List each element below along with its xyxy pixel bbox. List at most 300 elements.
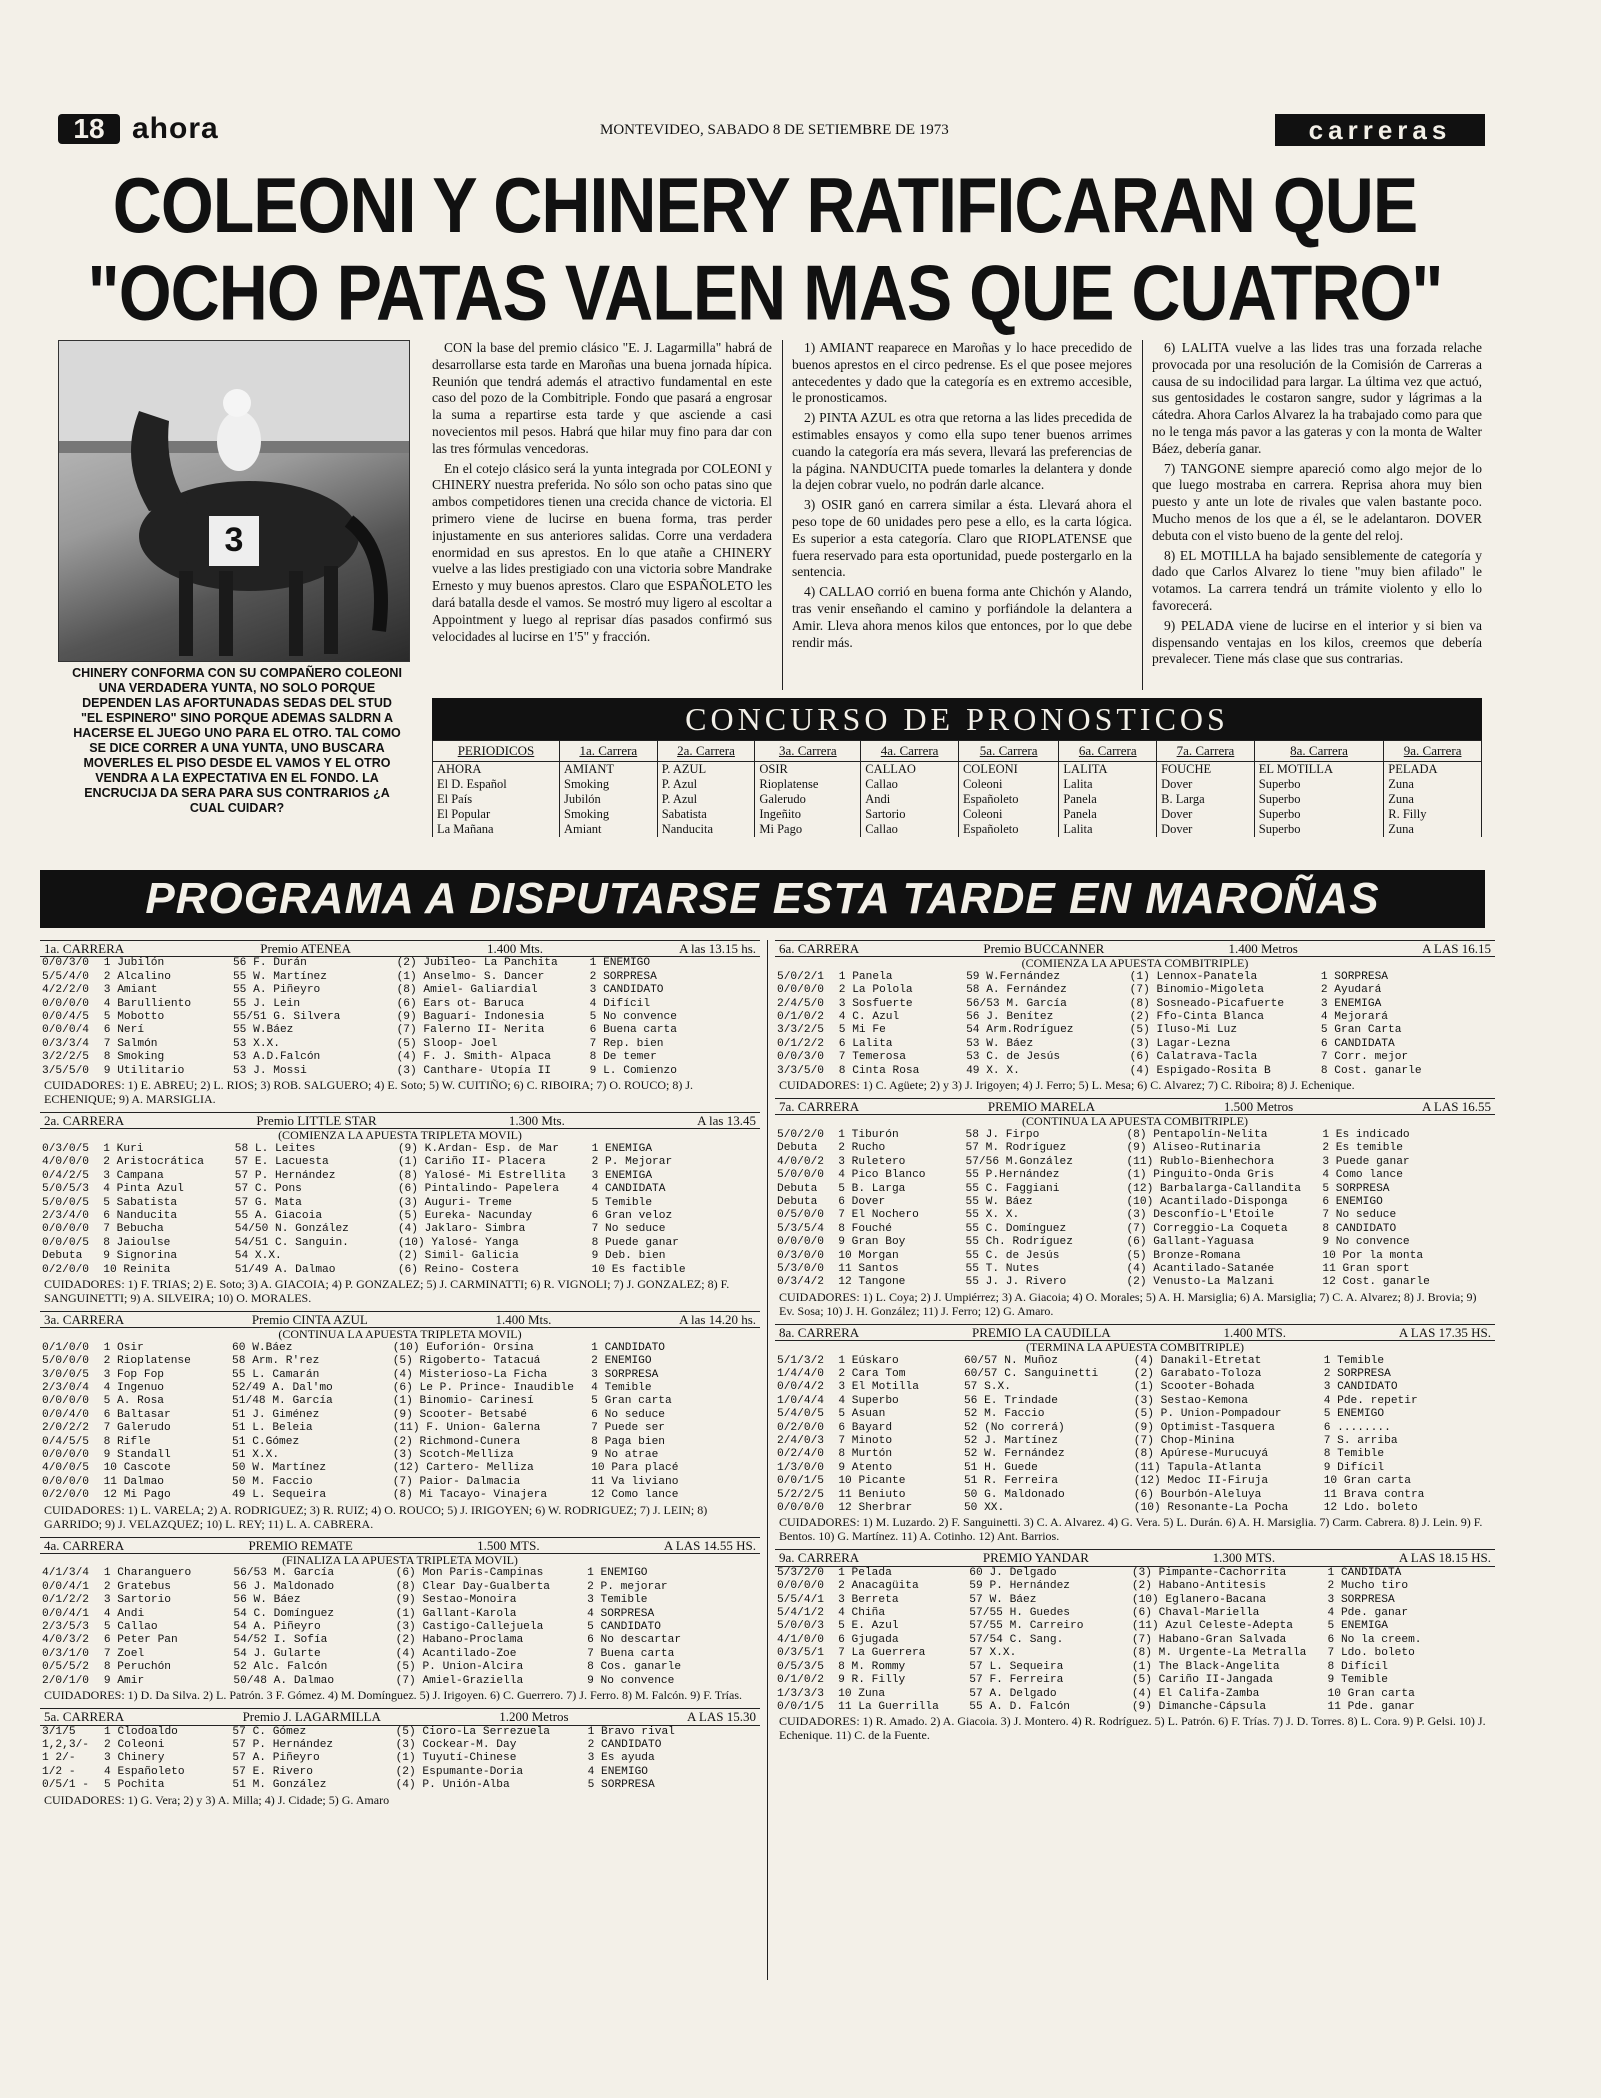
concurso-cell: Callao [861, 777, 959, 792]
race-premio: Premio ATENEA [260, 941, 351, 956]
concurso-header-cell: 5a. Carrera [958, 741, 1058, 762]
race-entry-row [40, 1752, 760, 1765]
race-entry-cell: 3 Sartorio [103, 1594, 172, 1607]
race-entry-cell: 6 Baltasar [103, 1408, 171, 1421]
race-hora: A LAS 14.55 HS. [663, 1537, 756, 1553]
race-entry-cell: 51 C.Gómez [232, 1435, 300, 1448]
race-premio: PREMIO MARELA [987, 1099, 1096, 1115]
race-subtitle: (CONTINUA LA APUESTA COMBITRIPLE) [1021, 1114, 1249, 1129]
race-entry-cell: 5/0/2/1 [777, 970, 824, 983]
race-entry-cell: (11) Rublo-Bienhechora [1126, 1155, 1275, 1168]
race-entry-row [40, 957, 760, 970]
concurso-header-cell: 8a. Carrera [1254, 741, 1383, 762]
headline [70, 162, 1460, 337]
race-entry-row [40, 1739, 760, 1752]
race-entry-row [775, 1263, 1495, 1276]
race-entry-cell: (7) Falerno II- Nerita [396, 1024, 545, 1037]
race-entry-cell: (2) Richmond-Cunera [392, 1435, 521, 1448]
race-entry-cell: (4) F. J. Smith- Alpaca [396, 1051, 551, 1064]
concurso-header-cell: 3a. Carrera [755, 741, 861, 762]
race-entry-cell: 2 Anacagüita [838, 1580, 919, 1593]
race-entry-row [40, 998, 760, 1011]
race-entry-row [775, 1209, 1495, 1222]
race-entry-cell: 55 C. de Jesús [965, 1249, 1060, 1262]
race-entry-cell: 0/0/4/0 [42, 1408, 89, 1421]
race-entry-cell: 57 E. Rivero [232, 1765, 313, 1778]
race-entry-cell: 8 Temible [1323, 1448, 1385, 1461]
race-entry-cell: 7 Zoel [103, 1647, 145, 1660]
race-entry-cell: 3 Fop Fop [103, 1368, 165, 1381]
race-entry-row [775, 1435, 1495, 1448]
race-entry-cell: 5 Gran carta [591, 1395, 672, 1408]
race-entry-row [40, 1038, 760, 1051]
concurso-cell: Dover [1157, 777, 1255, 792]
race-entry-cell: 3 Temible [587, 1594, 648, 1607]
race-entry-cell: 2 CANDIDATO [587, 1738, 662, 1751]
race-entry-cell: 4/2/2/0 [42, 984, 89, 997]
race-entry-cell: 4 ENEMIGO [587, 1765, 649, 1778]
race-entry-cell: 3 Berreta [838, 1593, 899, 1606]
concurso-cell: P. Azul [657, 792, 755, 807]
race-entry-cell: 4 Pinta Azul [103, 1183, 184, 1196]
race-entry-cell: (1) Pinguito-Onda Gris [1126, 1169, 1275, 1182]
race-entry-row [775, 1475, 1495, 1488]
race-dist: 1.400 Metros [1228, 941, 1298, 956]
race-entry-cell: 52 J. Martínez [963, 1435, 1058, 1447]
race-entry-cell: 54/52 I. Sofía [233, 1634, 328, 1647]
race-entry-cell: 60 W.Báez [232, 1341, 293, 1354]
race-entry-cell: 5/0/2/0 [777, 1128, 824, 1141]
race-entry-row [40, 1051, 760, 1064]
race-entry-cell: 11 Gran sport [1322, 1262, 1410, 1275]
race-entry-cell: 0/0/0/0 [777, 984, 824, 997]
race-entry-cell: 57 A. Delgado [969, 1687, 1057, 1700]
concurso-cell: Coleoni [958, 777, 1058, 792]
race-entry-cell: (11) F. Union- Galerna [392, 1422, 541, 1435]
race-entry-cell: Debuta [777, 1195, 818, 1208]
article-column-1 [432, 340, 772, 648]
race-entry-cell: 9 No atrae [591, 1449, 659, 1461]
race-entry-cell: 8 Cos. ganarle [587, 1661, 682, 1674]
race-entry-cell: 10 Para placé [591, 1462, 679, 1475]
race-hora: A las 14.20 hs. [679, 1311, 756, 1327]
race-entry-cell: 5/3/5/4 [777, 1222, 824, 1235]
race-entry-cell: 51/48 M. García [232, 1395, 333, 1408]
race-entry-row [40, 1581, 760, 1594]
race-entry-cell: 2 Rucho [838, 1142, 886, 1155]
race-entry-cell: (3) Lagar-Lezna [1129, 1037, 1231, 1050]
race-entry-cell: 11 Dalmao [103, 1475, 165, 1488]
race-entry-cell: (7) Chop-Minina [1133, 1435, 1235, 1447]
race-entry-cell: 8 De temer [589, 1051, 657, 1064]
race-entry-cell: 7 Minoto [838, 1435, 893, 1447]
race-header [40, 940, 760, 957]
race-entry-cell: 10 Reinita [103, 1263, 171, 1276]
race-entry-cell: 4 Andi [103, 1607, 145, 1620]
race-block [775, 1098, 1495, 1318]
race-entry-cell: 50 W. Martínez [232, 1462, 327, 1475]
race-entry-cell: (9) K.Ardan- Esp. de Mar [397, 1142, 559, 1155]
race-entry-cell: 1 Temible [1323, 1354, 1385, 1367]
race-entry-cell: (1) Binomio- Carinesí [392, 1395, 534, 1408]
race-entry-cell: 55 W.Báez [232, 1024, 294, 1037]
race-entry-cell: 2 P. mejorar [587, 1580, 668, 1593]
race-entry-row [40, 1143, 760, 1156]
race-entry-cell: 0/2/4/0 [777, 1448, 824, 1461]
race-entry-cell: 8 Paga bien [591, 1435, 666, 1448]
race-entry-cell: 3 Es ayuda [587, 1752, 655, 1765]
race-entry-cell: 54/50 N. González [234, 1223, 349, 1236]
concurso-header-cell: 7a. Carrera [1157, 741, 1255, 762]
race-entry-row [40, 1395, 760, 1408]
race-entry-cell: 8 Jaioulse [103, 1236, 171, 1249]
race-entry-cell: (10) Yalosé- Yanga [397, 1236, 519, 1249]
race-entry-cell: 12 Tangone [838, 1276, 906, 1289]
race-entry-cell: 4/1/3/4 [42, 1567, 89, 1580]
race-premio: Premio J. LAGARMILLA [242, 1709, 381, 1725]
race-entry-cell: 57 P. Hernández [234, 1169, 336, 1182]
race-entry-row [775, 1223, 1495, 1236]
race-entry-row [775, 1448, 1495, 1461]
race-entry-cell: 9 R. Filly [838, 1674, 906, 1687]
race-entry-cell: 7 Temerosa [838, 1051, 906, 1064]
race-entry-cell: (8) Mi Tacayo- Vinajera [392, 1489, 548, 1502]
concurso-cell: P. Azul [657, 777, 755, 792]
race-entry-cell: 6 ........ [1323, 1421, 1391, 1434]
race-entry-cell: 57 P. Hernández [232, 1738, 334, 1751]
race-entry-row [40, 1183, 760, 1196]
article-paragraph: 8) EL MOTILLA ha bajado sensiblemente de categoría y dado que Carlos Alvarez lo tiene "muy bien afilado" le votamos. La carrera tendrá un trámite violento y ello lo favorecerá. [1152, 547, 1482, 613]
race-entry-cell: 0/0/0/0 [42, 997, 89, 1010]
race-entry-cell: 0/3/0/5 [42, 1142, 89, 1155]
race-entry-cell: 50 XX. [963, 1502, 1005, 1515]
race-entry-cell: 55 A. Giacoia [234, 1209, 323, 1222]
race-entry-row [40, 1422, 760, 1435]
race-entry-row [40, 1489, 760, 1502]
race-entry-cell: 2/3/4/0 [42, 1209, 89, 1222]
race-entry-cell: 0/3/3/4 [42, 1037, 89, 1050]
race-entry-cell: 10 Picante [838, 1475, 906, 1488]
race-entry-row [775, 1674, 1495, 1687]
race-entry-cell: 6 Gjugada [838, 1633, 899, 1646]
race-entry-row [775, 1395, 1495, 1408]
race-block [40, 940, 760, 1106]
race-entry-cell: 55 A. Piñeyro [232, 984, 321, 997]
race-entry-cell: 2 P. Mejorar [591, 1156, 673, 1169]
race-entry-cell: 4 Pde. repetir [1323, 1394, 1418, 1407]
race-entry-cell: (2) Habano-Proclama [395, 1634, 524, 1647]
race-entry-cell: (4) Jaklaro- Simbra [397, 1223, 526, 1236]
race-entry-cell: (1) Gallant-Karola [395, 1607, 517, 1620]
concurso-table [432, 740, 1482, 837]
race-entry-cell: 5/0/0/0 [777, 1169, 824, 1182]
race-entry-cell: 2 Es temible [1322, 1142, 1403, 1155]
race-entry-cell: 5 ENEMIGA [1327, 1620, 1388, 1633]
article-paragraph: 7) TANGONE siempre apareció como algo mejor de lo que luego mostraba en carrera. Reprisa ahora muy bien puesto y ante un lote de rivales que valen bastante poco. Mucho menos de los que a él, se le adelantaron. DOVER debuta con el visto bueno de la gente del reloj. [1152, 460, 1482, 543]
race-cuidadores: CUIDADORES: 1) L. VARELA; 2) A. RODRIGUEZ; 3) R. RUIZ; 4) O. ROUCO; 5) J. IRIGOYEN; 6) W. RODRIGUEZ; 7) J. LEIN; 8) GARRIDO; 9) J. VELAZQUEZ; 10) L. REY; 11) L. A. CABRERA. [44, 1502, 708, 1531]
concurso-row [433, 822, 1482, 837]
race-entry-cell: 5/5/4/1 [777, 1593, 824, 1606]
race-entry-cell: 0/1/2/2 [42, 1594, 89, 1607]
race-entry-cell: 9 Deb. bien [591, 1250, 666, 1263]
race-entry-row [40, 1369, 760, 1382]
race-entry-cell: 55 P.Hernández [965, 1169, 1060, 1182]
race-entry-cell: 4 Difícil [589, 997, 651, 1010]
race-entry-cell: 60 J. Delgado [969, 1566, 1057, 1579]
race-entry-cell: 0/0/4/5 [42, 1011, 89, 1024]
race-hora: A LAS 18.15 HS. [1398, 1550, 1491, 1566]
race-block [775, 940, 1495, 1092]
concurso-row [433, 777, 1482, 792]
race-entry-cell: 5 Mobotto [103, 1011, 165, 1024]
concurso-cell: El Popular [433, 807, 560, 822]
race-entry-row [40, 1608, 760, 1621]
race-entry-cell: 0/0/1/5 [777, 1700, 824, 1713]
race-entry-cell: 0/4/5/5 [42, 1435, 89, 1448]
race-entry-cell: 0/0/4/2 [777, 1381, 824, 1394]
race-entry-cell: (1) Anselmo- S. Dancer [396, 970, 545, 983]
races-right-column [775, 940, 1495, 1748]
headline-line-1: COLEONI Y CHINERY RATIFICARAN QUE [112, 162, 1418, 250]
concurso-cell: Rioplatense [755, 777, 861, 792]
race-entry-cell: (6) Calatrava-Tacla [1129, 1051, 1258, 1064]
race-dist: 1.300 Mts. [508, 1113, 565, 1129]
race-entry-cell: 5/0/0/5 [42, 1196, 89, 1209]
race-entry-row [775, 998, 1495, 1011]
race-entries [40, 1143, 760, 1277]
race-entry-cell: 52 M. Faccio [963, 1408, 1045, 1421]
concurso-row [433, 792, 1482, 807]
race-entry-cell: 56 F. Durán [232, 957, 307, 970]
race-entry-row [775, 1038, 1495, 1051]
race-entry-cell: 57 F. Ferreira [969, 1674, 1064, 1687]
race-entry-cell: 56 W. Báez [233, 1594, 301, 1607]
race-dist: 1.500 Metros [1223, 1099, 1294, 1115]
race-entry-cell: (12) Cartero- Melliza [392, 1462, 534, 1475]
race-entry-cell: 4 Chiña [838, 1607, 886, 1620]
race-num: 5a. CARRERA [44, 1709, 125, 1725]
race-entry-row [40, 1476, 760, 1489]
concurso-cell: Panela [1059, 792, 1157, 807]
race-entry-row [775, 1381, 1495, 1394]
race-entry-cell: (3) Canthare- Utopía II [396, 1064, 551, 1077]
race-entry-cell: 56 J. Benítez [966, 1011, 1054, 1024]
race-entry-row [40, 1237, 760, 1250]
race-num: 7a. CARRERA [779, 1099, 860, 1115]
race-entry-row [775, 1647, 1495, 1660]
race-entry-cell: 51/49 A. Dalmao [234, 1263, 336, 1276]
race-entry-cell: 6 Bayard [838, 1421, 893, 1434]
race-entry-cell: 6 Nanducita [103, 1209, 178, 1222]
race-entry-cell: 12 Mi Pago [103, 1489, 171, 1502]
race-entry-cell: 5/0/5/3 [42, 1183, 89, 1196]
race-entry-cell: 2/3/0/4 [42, 1381, 89, 1394]
race-entry-cell: (2) Ffo-Cinta Blanca [1129, 1011, 1264, 1024]
race-entry-cell: 3/2/2/5 [42, 1051, 89, 1064]
race-entry-cell: 51 L. Beleia [232, 1422, 313, 1435]
race-entry-cell: 53 C. de Jesús [966, 1051, 1061, 1064]
race-entry-cell: (3) Auguri- Treme [397, 1196, 512, 1209]
race-entry-cell: 0/3/0/0 [777, 1249, 824, 1262]
race-entry-cell: (10) Euforión- Orsina [392, 1341, 534, 1354]
race-entry-cell: 51 R. Ferreira [963, 1475, 1058, 1488]
race-entry-cell: 0/0/4/1 [42, 1607, 89, 1620]
concurso-cell: FOUCHE [1157, 762, 1255, 778]
race-entry-cell: 51 H. Guede [963, 1461, 1038, 1474]
race-cuidadores: CUIDADORES: 1) M. Luzardo. 2) F. Sanguinetti. 3) C. A. Alvarez. 4) G. Vera. 5) L. Durán. 6) A. H. Marsiglia. 7) Carm. Cabrera. 8) J. Lein. 9) F. Bentos. 10) G. Martínez. 11) A. Cotinho. 12) Ant. Barrios. [779, 1515, 1483, 1544]
article-paragraph: 1) AMIANT reaparece en Maroñas y lo hace precedido de buenos aprestos en el circo pedrense. Es el que posee mejores antecedentes y dado que la categoría es en extremo accesible, le pronosticamos. [792, 340, 1132, 406]
race-entry-cell: (10) Acantilado-Disponga [1126, 1195, 1288, 1208]
race-entry-cell: (8) Apúrese-Murucuyá [1133, 1448, 1269, 1461]
race-entry-row [40, 1726, 760, 1739]
race-entry-cell: 59 P. Hernández [969, 1580, 1071, 1593]
race-entry-row [775, 1169, 1495, 1182]
race-entry-row [775, 1408, 1495, 1421]
race-entry-cell: 57 X.X. [969, 1647, 1017, 1660]
concurso-header-cell: 6a. Carrera [1059, 741, 1157, 762]
race-entry-cell: (10) Eglanero-Bacana [1131, 1593, 1267, 1606]
race-cuidadores: CUIDADORES: 1) G. Vera; 2) y 3) A. Milla; 4) J. Cidade; 5) G. Amaro [44, 1792, 390, 1807]
page-number: 18 [58, 114, 120, 144]
race-entry-cell: 2 La Polola [838, 984, 913, 997]
race-entry-cell: 7 Galerudo [103, 1422, 171, 1435]
race-entry-cell: (2) Jubileo- La Panchita [396, 957, 558, 970]
race-entry-cell: 7 Puede ser [591, 1422, 666, 1435]
concurso-header-cell: 2a. Carrera [657, 741, 755, 762]
race-header [40, 1708, 760, 1725]
race-entry-cell: 11 Pde. ganar [1327, 1700, 1415, 1713]
section-label: carreras [1275, 114, 1485, 146]
race-entry-cell: 1 Pelada [838, 1566, 892, 1579]
race-hora: A LAS 17.35 HS. [1398, 1324, 1491, 1340]
race-entries [775, 1567, 1495, 1714]
race-entry-cell: 9 Atento [838, 1461, 893, 1474]
race-entry-cell: Debuta [42, 1250, 83, 1263]
race-entry-cell: 54 A. Piñeyro [233, 1621, 321, 1634]
race-entry-cell: (3) Scotch-Melliza [392, 1449, 514, 1461]
race-entry-cell: (2) Habano-Antitesis [1131, 1580, 1267, 1593]
race-entry-cell: 58 A. Fernández [966, 984, 1067, 997]
race-premio: Premio CINTA AZUL [251, 1311, 368, 1327]
concurso-cell: R. Filly [1384, 807, 1482, 822]
race-entry-cell: 5 E. Azul [838, 1620, 899, 1633]
race-entry-cell: 7 Rep. bien [589, 1037, 664, 1050]
race-entry-cell: 6 ENEMIGO [1322, 1195, 1383, 1208]
race-entry-cell: 9 Amir [103, 1674, 145, 1687]
race-entry-cell: (6) Le P. Prince- Inaudible [392, 1381, 574, 1394]
race-entry-cell: 4 Pde. ganar [1327, 1607, 1409, 1620]
race-entry-cell: 55 J. Lein [232, 997, 301, 1010]
race-entry-cell: 6 No descartar [587, 1634, 682, 1647]
race-entry-cell: (12) Medoc II-Firuja [1133, 1475, 1269, 1488]
race-entry-cell: (4) Danakil-Etretat [1133, 1354, 1262, 1367]
race-entry-row [775, 1701, 1495, 1714]
race-entry-cell: 2/0/2/2 [42, 1422, 89, 1435]
page-header [40, 110, 1485, 150]
concurso-cell: Dover [1157, 807, 1255, 822]
race-entry-cell: 10 Es factible [591, 1263, 686, 1276]
race-entry-row [775, 1688, 1495, 1701]
race-entry-cell: (6) Ears ot- Baruca [396, 997, 525, 1010]
race-entry-cell: 52 Alc. Falcón [233, 1661, 328, 1674]
race-entry-cell: 4 SORPRESA [587, 1607, 655, 1620]
race-entry-cell: 56/53 M. García [966, 997, 1067, 1010]
article-paragraph: 4) CALLAO corrió en buena forma ante Chichón y Alando, tras venir enseñando el camino y porfiándole la delantera a Amir. Lleva ahora menos kilos que entonces, por lo que debe rendir más. [792, 584, 1132, 650]
race-entry-cell: 7 No seduce [591, 1223, 666, 1236]
race-entry-cell: 58 Arm. R'rez [232, 1355, 320, 1368]
race-entry-cell: 5/0/0/0 [42, 1355, 89, 1368]
race-entry-cell: 5/3/2/0 [777, 1566, 824, 1579]
race-entry-cell: (7) Paior- Dalmacia [392, 1475, 521, 1488]
race-dist: 1.400 Mts. [495, 1311, 552, 1327]
race-hora: A las 13.15 hs. [679, 941, 756, 956]
race-entry-cell: (8) Sosneado-Picafuerte [1129, 997, 1285, 1010]
race-entry-cell: 0/0/0/0 [42, 1223, 89, 1236]
race-entry-cell: 11 Beniuto [838, 1488, 906, 1501]
race-entry-cell: 55 Ch. Rodríguez [965, 1236, 1073, 1249]
race-entry-cell: 5 Mi Fe [838, 1024, 886, 1037]
race-entry-cell: 9 Signorina [103, 1250, 178, 1263]
race-entry-cell: 10 Morgan [838, 1249, 899, 1262]
concurso-row [433, 762, 1482, 778]
race-entry-cell: 7 S. arriba [1323, 1435, 1398, 1447]
concurso-cell: Zuna [1384, 777, 1482, 792]
race-cuidadores: CUIDADORES: 1) D. Da Silva. 2) L. Patrón. 3 F. Gómez. 4) M. Domínguez. 5) J. Irigoyen. 6) C. Guerrero. 7) J. Ferro. 8) M. Falcón. 9) F. Trías. [44, 1688, 743, 1703]
race-entry-row [40, 1621, 760, 1634]
race-entry-cell: (2) Espumante-Doria [395, 1765, 524, 1778]
column-divider [1142, 340, 1143, 690]
race-entry-cell: 3 CANDIDATO [1323, 1381, 1398, 1394]
race-entry-cell: 12 Sherbrar [838, 1502, 913, 1515]
race-entry-cell: (4) Acantilado-Satanée [1126, 1262, 1275, 1275]
race-entry-cell: 3 Amiant [103, 984, 158, 997]
race-entry-cell: 2/3/5/3 [42, 1621, 89, 1634]
race-entry-cell: 53 X.X. [232, 1037, 280, 1050]
race-subtitle: (TERMINA LA APUESTA COMBITRIPLE) [1025, 1340, 1245, 1355]
race-entry-cell: (6) Bourbón-Aleluya [1133, 1488, 1262, 1501]
race-entry-cell: 55 C. Faggiani [965, 1182, 1060, 1195]
race-cuidadores: CUIDADORES: 1) C. Agüete; 2) y 3) J. Irigoyen; 4) J. Ferro; 5) L. Mesa; 6) C. Alvarez; 7) C. Riboira; 8) J. Echenique. [779, 1078, 1355, 1093]
race-entry-row [40, 1342, 760, 1355]
race-dist: 1.500 MTS. [477, 1537, 540, 1553]
race-entry-cell: 55 A. D. Falcón [969, 1700, 1071, 1713]
race-entry-cell: (1) Tuyutí-Chinese [395, 1752, 517, 1765]
race-subtitle: (CONTINUA LA APUESTA TRIPLETA MOVIL) [278, 1327, 522, 1342]
race-entry-row [775, 1236, 1495, 1249]
races-divider [767, 940, 768, 1980]
race-entry-cell: 0/0/0/0 [42, 1475, 89, 1488]
race-premio: PREMIO LA CAUDILLA [972, 1324, 1111, 1340]
race-entry-cell: 53 W. Báez [966, 1037, 1034, 1050]
race-entry-cell: 5/4/1/2 [777, 1607, 824, 1620]
race-entry-row [775, 1011, 1495, 1024]
race-entry-cell: 5 ENEMIGO [1323, 1408, 1385, 1421]
race-entry-cell: 0/0/0/0 [777, 1580, 824, 1593]
race-entry-row [40, 1462, 760, 1475]
race-entry-row [40, 1197, 760, 1210]
race-entry-cell: 57 L. Sequeira [969, 1660, 1064, 1673]
race-entry-cell: 57/56 M.González [965, 1155, 1073, 1168]
race-entry-cell: (8) Pentapolín-Nelita [1126, 1128, 1268, 1141]
race-entry-cell: 7 Buena carta [587, 1647, 675, 1660]
race-entry-cell: 2 Coleoni [104, 1738, 165, 1751]
concurso-cell: El D. Español [433, 777, 560, 792]
race-entry-cell: 3 Campana [103, 1169, 164, 1182]
race-entry-cell: 60/57 N. Muñoz [963, 1354, 1058, 1367]
race-entry-cell: 55 L. Camarán [232, 1368, 320, 1381]
race-entry-row [775, 1051, 1495, 1064]
race-entry-cell: 0/0/0/5 [42, 1236, 89, 1249]
